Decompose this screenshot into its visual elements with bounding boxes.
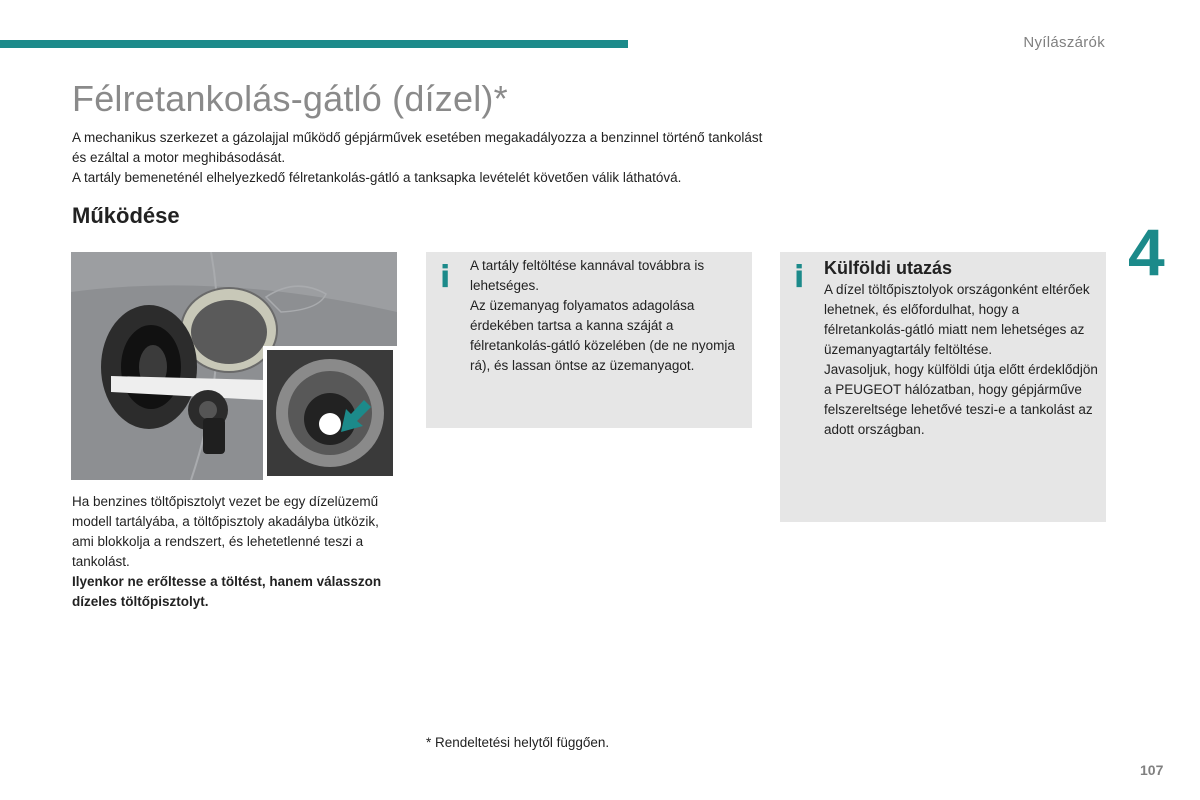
- intro-paragraph: A mechanikus szerkezet a gázolajjal működő gépjárművek esetében megakadályozza a benzinnel történő tankolást és ezáltal a motor meghibásodását.: [72, 130, 763, 165]
- intro-paragraph: A tartály bemeneténél elhelyezkedő félretankolás-gátló a tanksapka levételét követően válik láthatóvá.: [72, 170, 682, 185]
- fuel-filler-illustration: [71, 252, 397, 480]
- info-box-paragraph: A dízel töltőpisztolyok országonként eltérőek lehetnek, és előfordulhat, hogy a félretankolás-gátló miatt nem lehetséges az üzemanyagtartály feltöltése.: [824, 282, 1090, 357]
- operation-paragraph: Ha benzines töltőpisztolyt vezet be egy dízelüzemű modell tartályába, a töltőpisztoly akadályba ütközik, ami blokkolja a rendszert, és lehetetlenné teszi a tankolást.: [72, 494, 379, 569]
- section-subheading: Működése: [72, 203, 180, 228]
- info-box-travel-abroad: [780, 252, 1106, 522]
- info-box-text: [470, 256, 746, 376]
- header-accent-bar: [0, 40, 628, 48]
- info-box-paragraph: Javasoljuk, hogy külföldi útja előtt érdeklődjön a PEUGEOT hálózatban, hogy gépjárműve felszereltsége lehetővé teszi-e a tankolást az adott országban.: [824, 362, 1098, 437]
- footnote: * Rendeltetési helytől függően.: [426, 735, 610, 750]
- info-box-paragraph: Az üzemanyag folyamatos adagolása érdekében tartsa a kanna száját a félretankolás-gátló közelében (de ne nyomja rá), és lassan öntse az üzemanyagot.: [470, 298, 735, 373]
- intro-text: [72, 128, 772, 188]
- section-name: Nyílászárók: [1023, 34, 1105, 51]
- info-icon: i: [440, 260, 451, 295]
- operation-text: [72, 492, 392, 612]
- info-box-title: Külföldi utazás: [824, 258, 953, 278]
- info-icon: i: [794, 260, 805, 295]
- info-box-text: [824, 256, 1100, 440]
- info-box-canister: [426, 252, 752, 428]
- chapter-number: 4: [1128, 215, 1165, 289]
- info-box-paragraph: A tartály feltöltése kannával továbbra is lehetséges.: [470, 258, 705, 293]
- page-title: Félretankolás-gátló (dízel)*: [72, 78, 508, 119]
- operation-warning: Ilyenkor ne erőltesse a töltést, hanem válasszon dízeles töltőpisztolyt.: [72, 574, 382, 609]
- page-number: 107: [1140, 762, 1164, 778]
